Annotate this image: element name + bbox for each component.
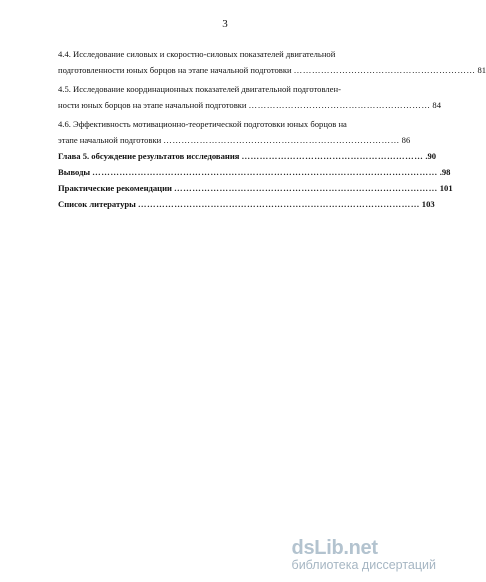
toc-entry-4-5-line-1: 4.5. Исследование координационных показателей двигательной подготовлен-	[58, 84, 341, 94]
dot-leader: ……………………………………………………	[248, 100, 431, 110]
toc-entry-chapter-5-label: Глава 5. обсуждение результатов исследования	[58, 151, 240, 161]
toc-entry-4-4-line-1: 4.4. Исследование силовых и скоростно-силовых показателей двигательной	[58, 49, 336, 59]
toc-entry-4-5[interactable]	[58, 97, 441, 113]
logo-prefix: ds	[291, 537, 315, 559]
toc-entry-4-6-line-2: этапе начальной подготовки	[58, 135, 162, 145]
toc-entry-recommendations[interactable]	[58, 180, 453, 196]
watermark-subtitle: библиотека диссертаций	[291, 558, 436, 572]
page-number: 3	[222, 18, 228, 30]
toc-entry-4-4-line-2: подготовленности юных борцов на этапе начальной подготовки	[58, 65, 292, 75]
toc-entry-4-6-line-1: 4.6. Эффективность мотивационно-теоретической подготовки юных борцов на	[58, 119, 347, 129]
dot-leader: ……………………………………………………………………………	[174, 183, 438, 193]
logo-main: Lib.net	[314, 537, 378, 559]
table-of-contents	[58, 46, 486, 212]
toc-entry-4-5-page: 84	[432, 100, 441, 110]
dot-leader: ……………………………………………………………………	[163, 135, 400, 145]
toc-entry-4-4[interactable]	[58, 62, 486, 78]
toc-entry-4-6[interactable]	[58, 132, 410, 148]
toc-entry-4-5-line-2: ности юных борцов на этапе начальной подготовки	[58, 100, 247, 110]
toc-entry-conclusions-page: .98	[439, 167, 451, 177]
toc-entry-conclusions[interactable]	[58, 164, 451, 180]
watermark	[292, 537, 436, 572]
dot-leader: ……………………………………………………	[241, 151, 424, 161]
toc-entry-literature-label: Список литературы	[58, 199, 136, 209]
toc-entry-literature-page: 103	[421, 199, 435, 209]
dot-leader: …………………………………………………………………………………	[137, 199, 420, 209]
toc-entry-4-4-page: 81	[477, 65, 486, 75]
toc-entry-chapter-5[interactable]	[58, 148, 437, 164]
dot-leader: ……………………………………………………………………………………………………	[92, 167, 438, 177]
toc-entry-conclusions-label: Выводы	[58, 167, 91, 177]
toc-entry-4-6-page: 86	[401, 135, 411, 145]
toc-entry-chapter-5-page: .90	[425, 151, 437, 161]
toc-entry-recommendations-label: Практические рекомендации	[58, 183, 173, 193]
dslib-logo	[292, 537, 436, 560]
toc-entry-literature[interactable]	[58, 196, 435, 212]
dot-leader: ……………………………………………………	[293, 65, 476, 75]
toc-entry-recommendations-page: 101	[439, 183, 453, 193]
